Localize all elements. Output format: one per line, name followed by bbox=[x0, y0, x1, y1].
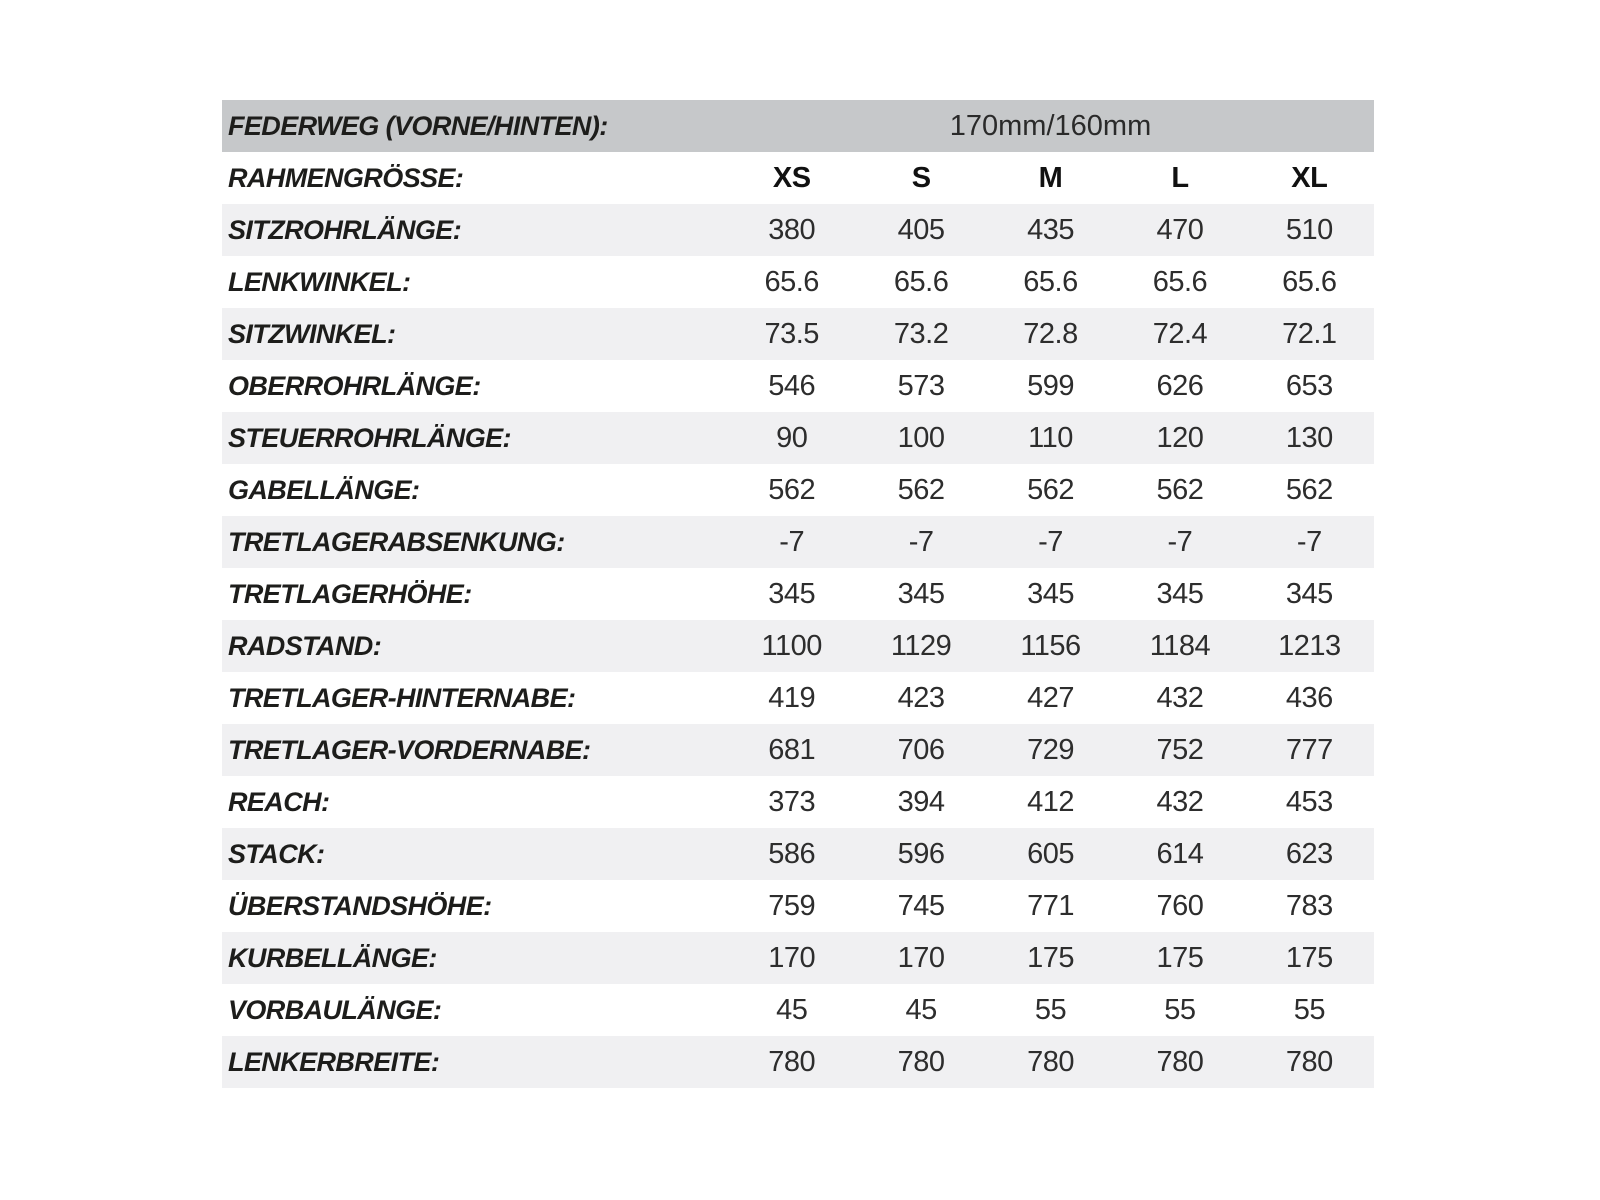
spec-value: 562 bbox=[1285, 473, 1333, 506]
spec-value: 752 bbox=[1156, 733, 1204, 766]
spec-value: 120 bbox=[1156, 421, 1204, 454]
geometry-table bbox=[222, 100, 1374, 1088]
spec-value: 777 bbox=[1285, 733, 1333, 766]
spec-value: 432 bbox=[1156, 785, 1204, 818]
spec-value: 614 bbox=[1156, 837, 1204, 870]
spec-value: 729 bbox=[1027, 733, 1074, 766]
spec-value: 562 bbox=[1156, 473, 1204, 506]
spec-label: STEUERROHRLÄNGE: bbox=[228, 422, 511, 453]
spec-value: 73.2 bbox=[893, 317, 949, 350]
table-row-head-angle bbox=[222, 256, 1374, 308]
spec-value: 435 bbox=[1027, 213, 1074, 246]
spec-label: VORBAULÄNGE: bbox=[228, 994, 442, 1025]
spec-label: LENKWINKEL: bbox=[228, 266, 411, 297]
spec-label: KURBELLÄNGE: bbox=[228, 942, 437, 973]
spec-value: 470 bbox=[1156, 213, 1204, 246]
spec-label: TRETLAGER-VORDERNABE: bbox=[228, 734, 591, 765]
table-row-seat-angle bbox=[222, 308, 1374, 360]
spec-value: -7 bbox=[1167, 525, 1193, 558]
spec-value: 623 bbox=[1285, 837, 1333, 870]
table-row-head-tube-length bbox=[222, 412, 1374, 464]
size-header-xl: XL bbox=[1291, 161, 1328, 194]
spec-value: 55 bbox=[1164, 993, 1196, 1026]
spec-value: 427 bbox=[1027, 681, 1074, 714]
spec-value: 586 bbox=[768, 837, 816, 870]
table-row-top-tube-length bbox=[222, 360, 1374, 412]
table-row-bb-height bbox=[222, 568, 1374, 620]
spec-value: 345 bbox=[1027, 577, 1074, 610]
spec-label: RADSTAND: bbox=[228, 630, 382, 661]
spec-value: 783 bbox=[1285, 889, 1333, 922]
frame-size-row bbox=[222, 152, 1374, 204]
spec-value: 170 bbox=[897, 941, 945, 974]
spec-value: 100 bbox=[897, 421, 945, 454]
spec-value: 562 bbox=[897, 473, 945, 506]
spec-value: 130 bbox=[1285, 421, 1333, 454]
travel-header-row bbox=[222, 100, 1374, 152]
spec-value: 65.6 bbox=[893, 265, 949, 298]
spec-value: 345 bbox=[1156, 577, 1204, 610]
spec-value: 72.8 bbox=[1023, 317, 1078, 350]
spec-value: 345 bbox=[768, 577, 816, 610]
spec-value: -7 bbox=[779, 525, 805, 558]
table-row-stack bbox=[222, 828, 1374, 880]
spec-value: 1100 bbox=[761, 629, 822, 662]
spec-value: 55 bbox=[1034, 993, 1067, 1026]
spec-value: 175 bbox=[1027, 941, 1074, 974]
spec-label: SITZROHRLÄNGE: bbox=[228, 214, 462, 245]
spec-value: 65.6 bbox=[1282, 265, 1337, 298]
spec-value: 759 bbox=[768, 889, 816, 922]
spec-value: 175 bbox=[1285, 941, 1333, 974]
size-header-s: S bbox=[911, 161, 931, 194]
spec-value: 373 bbox=[768, 785, 816, 818]
table-row-seat-tube-length bbox=[222, 204, 1374, 256]
spec-label: OBERROHRLÄNGE: bbox=[228, 370, 481, 401]
spec-value: 626 bbox=[1156, 369, 1204, 402]
spec-value: 780 bbox=[1156, 1045, 1204, 1078]
table-row-stem-length bbox=[222, 984, 1374, 1036]
spec-label: SITZWINKEL: bbox=[228, 318, 396, 349]
spec-value: 780 bbox=[1027, 1045, 1074, 1078]
spec-value: 780 bbox=[1285, 1045, 1333, 1078]
spec-value: 45 bbox=[905, 993, 937, 1026]
spec-value: 65.6 bbox=[1023, 265, 1078, 298]
size-header-xs: XS bbox=[772, 161, 811, 194]
spec-value: 1184 bbox=[1149, 629, 1211, 662]
spec-value: 419 bbox=[768, 681, 816, 714]
spec-value: 73.5 bbox=[764, 317, 819, 350]
frame-size-label: RAHMENGRÖSSE: bbox=[228, 162, 464, 193]
spec-label: GABELLÄNGE: bbox=[228, 474, 420, 505]
table-row-standover-height bbox=[222, 880, 1374, 932]
spec-value: 771 bbox=[1027, 889, 1074, 922]
spec-value: 432 bbox=[1156, 681, 1204, 714]
spec-value: 453 bbox=[1285, 785, 1333, 818]
spec-label: LENKERBREITE: bbox=[228, 1046, 440, 1077]
spec-value: 1156 bbox=[1020, 629, 1081, 662]
size-header-l: L bbox=[1171, 161, 1189, 194]
spec-value: 345 bbox=[1285, 577, 1333, 610]
table-row-reach bbox=[222, 776, 1374, 828]
spec-value: 760 bbox=[1156, 889, 1204, 922]
spec-value: 110 bbox=[1028, 421, 1073, 454]
table-row-wheelbase bbox=[222, 620, 1374, 672]
travel-value: 170mm/160mm bbox=[949, 109, 1152, 142]
spec-value: -7 bbox=[1038, 525, 1063, 558]
spec-value: 653 bbox=[1285, 369, 1333, 402]
spec-value: 45 bbox=[776, 993, 808, 1026]
table-row-bb-drop bbox=[222, 516, 1374, 568]
spec-label: ÜBERSTANDSHÖHE: bbox=[228, 890, 492, 921]
table-row-crank-length bbox=[222, 932, 1374, 984]
spec-value: 380 bbox=[768, 213, 816, 246]
spec-value: 345 bbox=[897, 577, 945, 610]
spec-value: 745 bbox=[897, 889, 945, 922]
spec-value: 681 bbox=[768, 733, 816, 766]
spec-value: -7 bbox=[908, 525, 934, 558]
spec-value: 405 bbox=[897, 213, 945, 246]
spec-value: 562 bbox=[768, 473, 816, 506]
spec-value: 510 bbox=[1285, 213, 1333, 246]
table-row-fork-length bbox=[222, 464, 1374, 516]
table-row-handlebar-width bbox=[222, 1036, 1374, 1088]
spec-value: 90 bbox=[776, 421, 808, 454]
spec-value: 599 bbox=[1027, 369, 1074, 402]
spec-value: 65.6 bbox=[1152, 265, 1208, 298]
spec-value: 436 bbox=[1285, 681, 1333, 714]
spec-value: 170 bbox=[768, 941, 816, 974]
spec-value: 412 bbox=[1027, 785, 1074, 818]
spec-label: STACK: bbox=[228, 838, 325, 869]
size-header-m: M bbox=[1038, 161, 1063, 194]
spec-value: 72.4 bbox=[1152, 317, 1208, 350]
spec-label: TRETLAGERHÖHE: bbox=[228, 578, 472, 609]
spec-value: 546 bbox=[768, 369, 816, 402]
spec-value: 780 bbox=[897, 1045, 945, 1078]
spec-value: 780 bbox=[768, 1045, 816, 1078]
spec-label: TRETLAGERABSENKUNG: bbox=[228, 526, 565, 557]
spec-label: REACH: bbox=[228, 786, 330, 817]
spec-value: 394 bbox=[897, 785, 945, 818]
spec-value: 562 bbox=[1027, 473, 1074, 506]
spec-value: 1213 bbox=[1278, 629, 1341, 662]
spec-value: -7 bbox=[1296, 525, 1322, 558]
spec-value: 573 bbox=[897, 369, 945, 402]
spec-value: 596 bbox=[897, 837, 945, 870]
spec-value: 65.6 bbox=[764, 265, 819, 298]
spec-value: 72.1 bbox=[1282, 317, 1337, 350]
spec-label: TRETLAGER-HINTERNABE: bbox=[228, 682, 576, 713]
table-row-bb-rear-hub bbox=[222, 672, 1374, 724]
spec-value: 1129 bbox=[890, 629, 952, 662]
travel-label: FEDERWEG (VORNE/HINTEN): bbox=[228, 110, 608, 141]
spec-value: 175 bbox=[1156, 941, 1204, 974]
spec-value: 55 bbox=[1293, 993, 1325, 1026]
table-row-bb-front-hub bbox=[222, 724, 1374, 776]
spec-value: 706 bbox=[897, 733, 945, 766]
spec-value: 605 bbox=[1027, 837, 1074, 870]
spec-value: 423 bbox=[897, 681, 945, 714]
